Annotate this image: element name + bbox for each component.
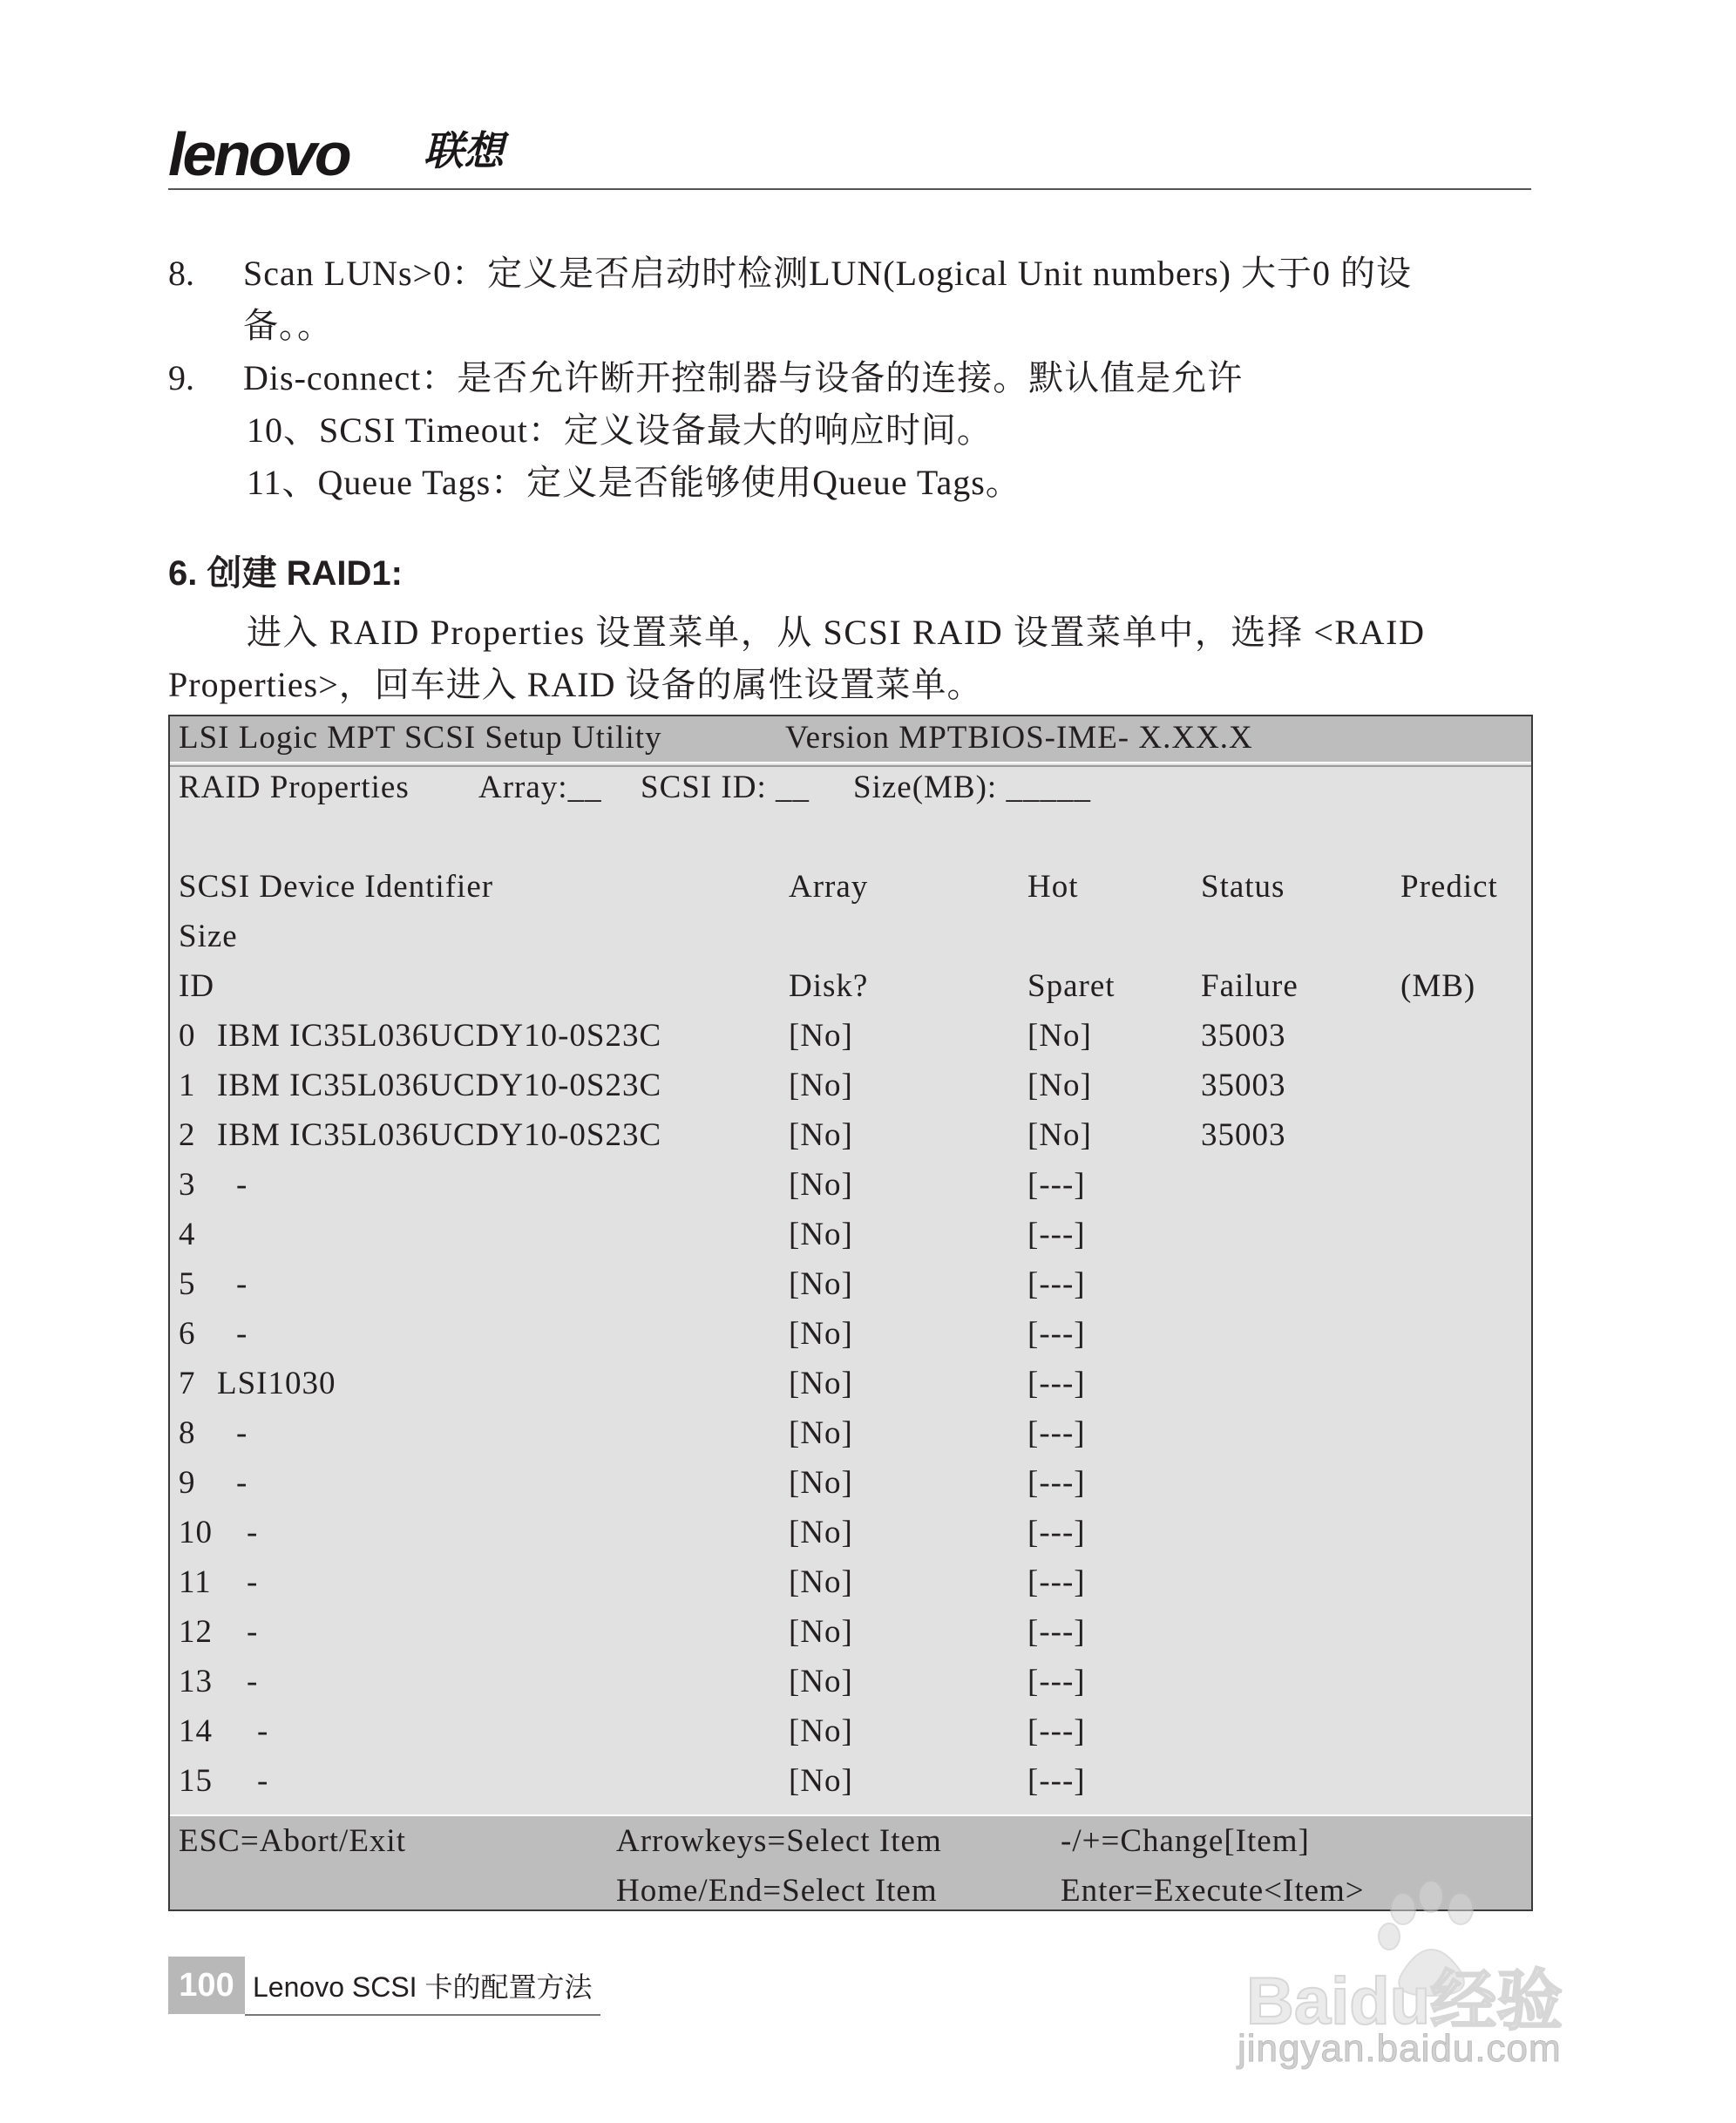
device-name: - (247, 1515, 259, 1550)
array-disk-toggle[interactable]: [No] (789, 1217, 853, 1252)
home-end-hint: Home/End=Select Item (616, 1873, 938, 1909)
hot-spare-toggle[interactable]: [---] (1027, 1415, 1086, 1451)
device-id: 0 (179, 1018, 196, 1054)
column-header-id: ID (179, 968, 215, 1004)
device-id: 6 (179, 1316, 196, 1352)
scsi-id-field[interactable]: SCSI ID: __ (641, 770, 810, 805)
device-name: - (247, 1614, 259, 1650)
section-intro-continued: Properties>，回车进入 RAID 设备的属性设置菜单。 (168, 665, 983, 704)
device-id: 11 (179, 1564, 212, 1600)
column-header-sparet: Sparet (1027, 968, 1116, 1004)
column-header-predict: Predict (1400, 869, 1498, 905)
enter-hint: Enter=Execute<Item> (1061, 1873, 1365, 1909)
device-name: IBM IC35L036UCDY10-0S23C (217, 1117, 662, 1153)
utility-title: LSI Logic MPT SCSI Setup Utility (179, 720, 662, 756)
column-header-failure: Failure (1201, 968, 1299, 1004)
column-header-array: Array (789, 869, 869, 905)
hot-spare-toggle[interactable]: [---] (1027, 1614, 1086, 1650)
device-id: 7 (179, 1366, 196, 1401)
device-name: - (257, 1713, 269, 1749)
device-id: 1 (179, 1068, 196, 1103)
device-name: IBM IC35L036UCDY10-0S23C (217, 1018, 662, 1054)
device-id: 13 (179, 1664, 213, 1699)
device-name: - (236, 1266, 248, 1302)
hot-spare-toggle[interactable]: [---] (1027, 1316, 1086, 1352)
array-disk-toggle[interactable]: [No] (789, 1614, 853, 1650)
hot-spare-toggle[interactable]: [---] (1027, 1266, 1086, 1302)
list-item-text: Scan LUNs>0：定义是否启动时检测LUN(Logical Unit numbers) 大于0 的设 (243, 254, 1412, 293)
change-hint: -/+=Change[Item] (1061, 1823, 1310, 1859)
header-divider (168, 188, 1531, 190)
hot-spare-toggle[interactable]: [---] (1027, 1664, 1086, 1699)
device-name: - (247, 1664, 259, 1699)
list-item-text: 11、Queue Tags：定义是否能够使用Queue Tags。 (247, 463, 1021, 502)
array-disk-toggle[interactable]: [No] (789, 1068, 853, 1103)
array-disk-toggle[interactable]: [No] (789, 1713, 853, 1749)
footer-divider (245, 2014, 600, 2016)
list-item-number: 9. (168, 358, 194, 397)
list-item-number: 8. (168, 254, 194, 293)
device-id: 12 (179, 1614, 213, 1650)
setup-utility-screen (168, 715, 1533, 1911)
array-disk-toggle[interactable]: [No] (789, 1167, 853, 1203)
device-name: - (257, 1763, 269, 1799)
lenovo-logo: lenovo (168, 120, 349, 188)
device-id: 3 (179, 1167, 196, 1203)
column-header-size: Size (179, 919, 238, 954)
array-disk-toggle[interactable]: [No] (789, 1316, 853, 1352)
column-header-status: Status (1201, 869, 1285, 905)
hot-spare-toggle[interactable]: [---] (1027, 1564, 1086, 1600)
device-name: - (236, 1415, 248, 1451)
status-size: 35003 (1201, 1117, 1286, 1153)
array-disk-toggle[interactable]: [No] (789, 1465, 853, 1501)
device-id: 10 (179, 1515, 213, 1550)
array-disk-toggle[interactable]: [No] (789, 1018, 853, 1054)
device-name: - (236, 1167, 248, 1203)
hot-spare-toggle[interactable]: [---] (1027, 1713, 1086, 1749)
device-name: IBM IC35L036UCDY10-0S23C (217, 1068, 662, 1103)
utility-version: Version MPTBIOS-IME- X.XX.X (785, 720, 1253, 756)
device-id: 14 (179, 1713, 213, 1749)
hot-spare-toggle[interactable]: [---] (1027, 1465, 1086, 1501)
array-disk-toggle[interactable]: [No] (789, 1366, 853, 1401)
section-intro: 进入 RAID Properties 设置菜单，从 SCSI RAID 设置菜单中，选择 <RAID (247, 613, 1426, 652)
hot-spare-toggle[interactable]: [---] (1027, 1763, 1086, 1799)
hot-spare-toggle[interactable]: [---] (1027, 1366, 1086, 1401)
watermark-brand: Baidu经验 (1246, 1964, 1563, 2038)
hot-spare-toggle[interactable]: [No] (1027, 1117, 1092, 1153)
lenovo-logo-chinese: 联想 (424, 128, 504, 173)
watermark-url: jingyan.baidu.com (1238, 2027, 1562, 2070)
list-item-text: 10、SCSI Timeout：定义设备最大的响应时间。 (247, 410, 993, 450)
hot-spare-toggle[interactable]: [No] (1027, 1068, 1092, 1103)
hot-spare-toggle[interactable]: [No] (1027, 1018, 1092, 1054)
device-name: - (247, 1564, 259, 1600)
status-size: 35003 (1201, 1018, 1286, 1054)
device-id: 15 (179, 1763, 213, 1799)
device-id: 4 (179, 1217, 196, 1252)
footer-title: Lenovo SCSI 卡的配置方法 (253, 1971, 593, 2003)
device-id: 2 (179, 1117, 196, 1153)
device-name: - (236, 1465, 248, 1501)
device-id: 5 (179, 1266, 196, 1302)
list-item-text-continued: 备。。 (243, 306, 333, 345)
hot-spare-toggle[interactable]: [---] (1027, 1217, 1086, 1252)
size-field[interactable]: Size(MB): _____ (853, 770, 1091, 805)
device-id: 8 (179, 1415, 196, 1451)
column-header-hot: Hot (1027, 869, 1079, 905)
hot-spare-toggle[interactable]: [---] (1027, 1167, 1086, 1203)
esc-hint: ESC=Abort/Exit (179, 1823, 406, 1859)
array-disk-toggle[interactable]: [No] (789, 1266, 853, 1302)
column-header-device: SCSI Device Identifier (179, 869, 494, 905)
array-disk-toggle[interactable]: [No] (789, 1664, 853, 1699)
page-number: 100 (168, 1957, 245, 2014)
column-header-mb: (MB) (1400, 968, 1476, 1004)
hot-spare-toggle[interactable]: [---] (1027, 1515, 1086, 1550)
array-disk-toggle[interactable]: [No] (789, 1763, 853, 1799)
array-disk-toggle[interactable]: [No] (789, 1564, 853, 1600)
array-disk-toggle[interactable]: [No] (789, 1515, 853, 1550)
array-field[interactable]: Array:__ (478, 770, 602, 805)
status-size: 35003 (1201, 1068, 1286, 1103)
device-id: 9 (179, 1465, 196, 1501)
array-disk-toggle[interactable]: [No] (789, 1117, 853, 1153)
arrowkeys-hint: Arrowkeys=Select Item (616, 1823, 942, 1859)
device-name: LSI1030 (217, 1366, 336, 1401)
array-disk-toggle[interactable]: [No] (789, 1415, 853, 1451)
list-item-text: Dis-connect：是否允许断开控制器与设备的连接。默认值是允许 (243, 358, 1244, 397)
section-heading: 6. 创建 RAID1: (168, 554, 403, 593)
device-name: - (236, 1316, 248, 1352)
raid-properties-label: RAID Properties (179, 770, 410, 805)
column-header-disk: Disk? (789, 968, 869, 1004)
